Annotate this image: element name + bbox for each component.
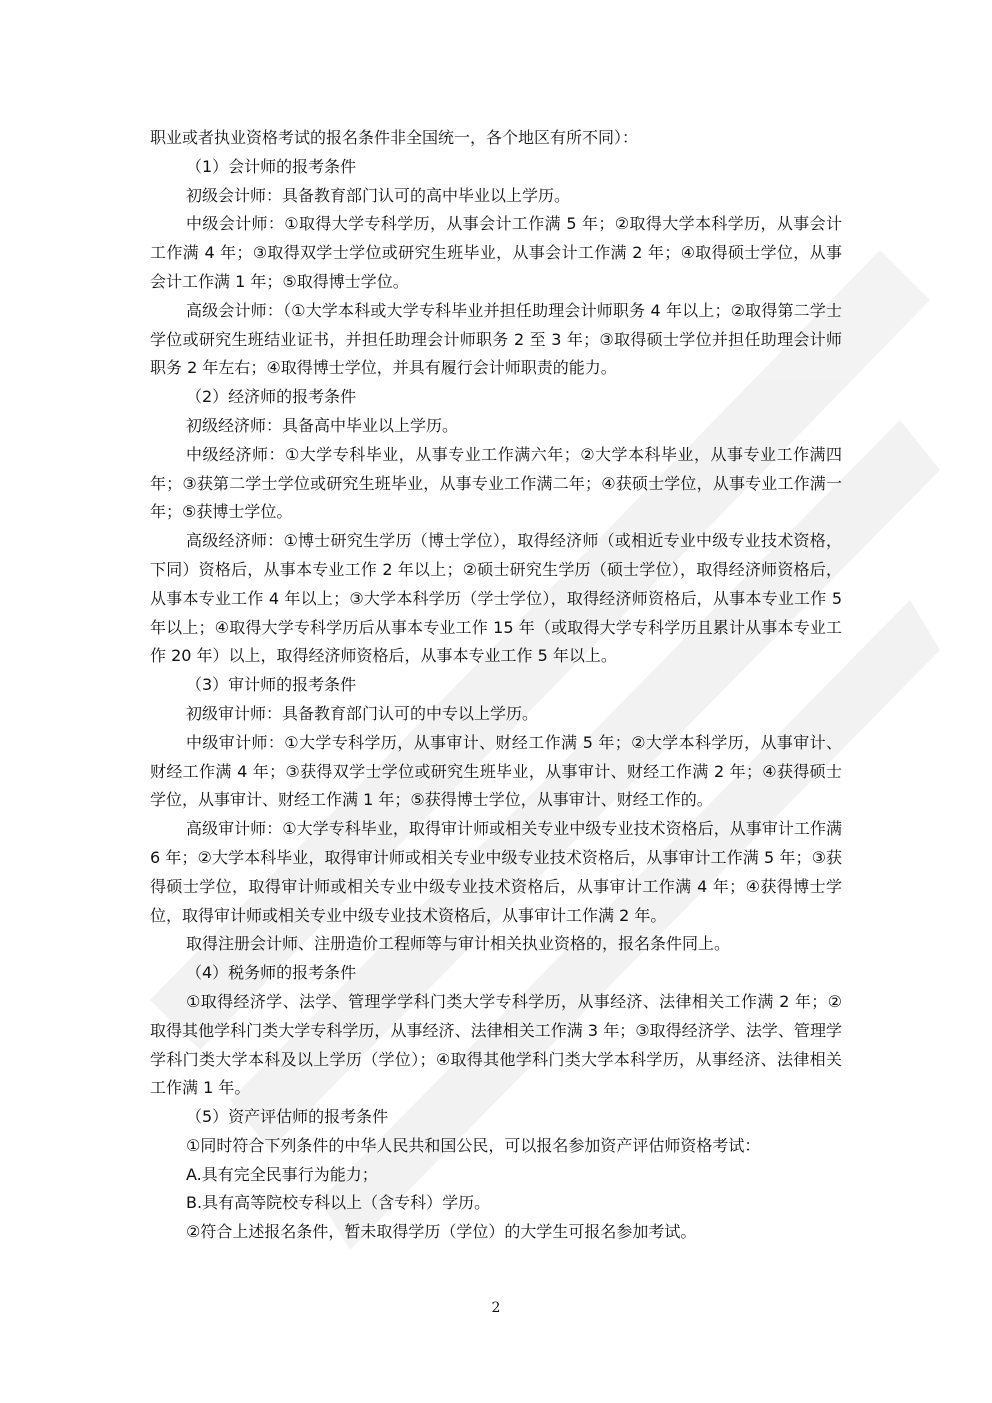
paragraph: 中级会计师：①取得大学专科学历，从事会计工作满 5 年；②取得大学本科学历，从事会计工作满 4 年；③取得双学士学位或研究生班毕业，从事会计工作满 2 年；④取得硕士学位，从事会计工作满 1 年；⑤取得博士学位。	[150, 214, 842, 291]
paragraph: 初级会计师：具备教育部门认可的高中毕业以上学历。	[186, 185, 571, 205]
paragraph: ①同时符合下列条件的中华人民共和国公民，可以报名参加资产评估师资格考试：	[186, 1135, 761, 1155]
paragraph: B.具有高等院校专科以上（含专科）学历。	[186, 1193, 491, 1213]
section-heading: （1）会计师的报考条件	[186, 156, 357, 176]
paragraph: ①取得经济学、法学、管理学学科门类大学专科学历，从事经济、法律相关工作满 2 年；②取得其他学科门类大学专科学历，从事经济、法律相关工作满 3 年；③取得经济学、法学、管理学学科门类大学本科及以上学历（学位）；④取得其他学科门类大学本科学历，从事经济、法律相关工作满 1 年。	[150, 991, 842, 1098]
section-heading: （2）经济师的报考条件	[186, 387, 357, 407]
paragraph: 初级审计师：具备教育部门认可的中专以上学历。	[186, 703, 539, 723]
paragraph: 中级经济师：①大学专科毕业，从事专业工作满六年；②大学本科毕业，从事专业工作满四年；③获第二学士学位或研究生班毕业，从事专业工作满二年；④获硕士学位，从事专业工作满一年；⑤获博士学位。	[150, 444, 842, 522]
paragraph: ②符合上述报名条件，暂未取得学历（学位）的大学生可报名参加考试。	[186, 1222, 697, 1242]
section-heading: （4）税务师的报考条件	[186, 963, 357, 983]
paragraph: 中级审计师：①大学专科学历，从事审计、财经工作满 5 年；②大学本科学历，从事审计、财经工作满 4 年；③获得双学士学位或研究生班毕业，从事审计、财经工作满 2 年；④获得硕士学位，从事审计、财经工作满 1 年；⑤获得博士学位，从事审计、财经工作的。	[150, 732, 842, 810]
paragraph: 取得注册会计师、注册造价工程师等与审计相关执业资格的，报名条件同上。	[186, 934, 731, 954]
paragraph: 高级会计师：（①大学本科或大学专科毕业并担任助理会计师职务 4 年以上；②取得第二学士学位或研究生班结业证书，并担任助理会计师职务 2 至 3 年；③取得硕士学位并担任助理会计师职务 2 年左右；④取得博士学位，并具有履行会计师职责的能力。	[150, 300, 842, 378]
paragraph: A.具有完全民事行为能力；	[186, 1164, 378, 1184]
paragraph: 初级经济师：具备高中毕业以上学历。	[186, 415, 459, 435]
paragraph: 高级审计师：①大学专科毕业，取得审计师或相关专业中级专业技术资格后，从事审计工作满 6 年；②大学本科毕业，取得审计师或相关专业中级专业技术资格后，从事审计工作满 5 年；③获得硕士学位，取得审计师或相关专业中级专业技术资格后，从事审计工作满 4 年；④获得博士学位，取得审计师或相关专业中级专业技术资格后，从事审计工作满 2 年。	[150, 819, 842, 925]
paragraph: 高级经济师：①博士研究生学历（博士学位），取得经济师（或相近专业中级专业技术资格，下同）资格后，从事本专业工作 2 年以上；②硕士研究生学历（硕士学位），取得经济师资格后，从事本专业工作 4 年以上；③大学本科学历（学士学位），取得经济师资格后，从事本专业工作 5 年以上；④取得大学专科学历后从事本专业工作 15 年（或取得大学专科学历且累计从事本专业工作 20 年）以上，取得经济师资格后，从事本专业工作 5 年以上。	[150, 531, 842, 666]
paragraph: 职业或者执业资格考试的报名条件非全国统一，各个地区有所不同）：	[150, 128, 639, 147]
section-heading: （3）审计师的报考条件	[186, 675, 357, 695]
page-number: 2	[491, 1300, 501, 1316]
document-body	[150, 124, 842, 1247]
section-heading: （5）资产评估师的报考条件	[186, 1107, 389, 1127]
